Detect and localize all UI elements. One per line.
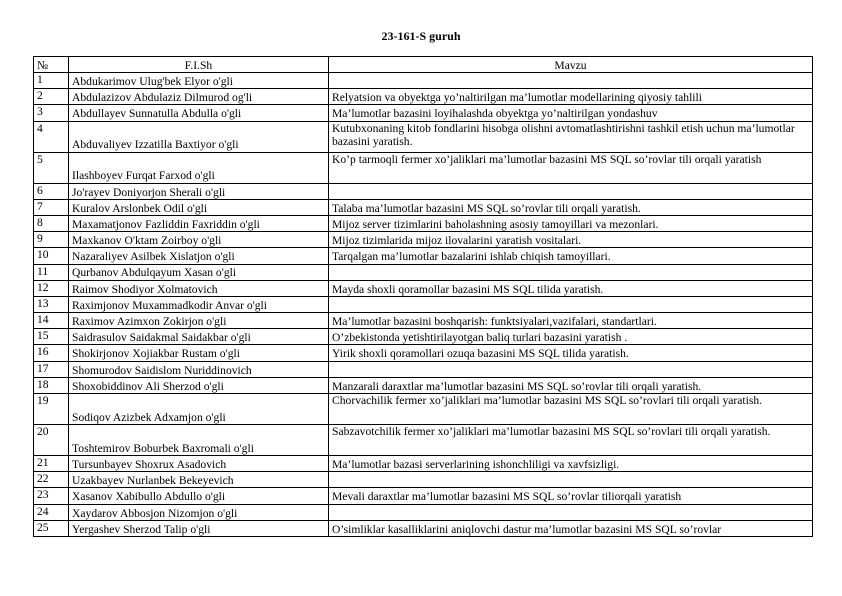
row-number: 16: [34, 345, 69, 361]
row-number: 3: [34, 105, 69, 121]
table-row: [34, 329, 813, 345]
student-name: Raximjonov Muxammadkodir Anvar o'gli: [69, 296, 329, 312]
topic-cell: [329, 296, 813, 312]
student-name: Abdukarimov Ulug'bek Elyor o'gli: [69, 73, 329, 89]
student-name: Yergashev Sherzod Talip o'gli: [69, 520, 329, 536]
row-number: 15: [34, 329, 69, 345]
table-row: [34, 73, 813, 89]
row-number: 19: [34, 394, 69, 425]
student-name: Kuralov Arslonbek Odil o'gli: [69, 199, 329, 215]
row-number: 14: [34, 313, 69, 329]
row-number: 8: [34, 215, 69, 231]
topic-cell: Chorvachilik fermer xo’jaliklari ma’lumotlar bazasini MS SQL so’rovlari tili orqali yaratish.: [329, 394, 813, 425]
topic-cell: O’simliklar kasalliklarini aniqlovchi dastur ma’lumotlar bazasini MS SQL so’rovlar: [329, 520, 813, 536]
table-row: [34, 361, 813, 377]
topic-cell: [329, 361, 813, 377]
row-number: 25: [34, 520, 69, 536]
table-row: [34, 345, 813, 361]
row-number: 24: [34, 504, 69, 520]
table-row: [34, 121, 813, 152]
table-row: [34, 504, 813, 520]
student-name: Xaydarov Abbosjon Nizomjon o'gli: [69, 504, 329, 520]
topic-cell: Ma’lumotlar bazasi serverlarining ishonchliligi va xavfsizligi.: [329, 456, 813, 472]
topic-cell: Ma’lumotlar bazasini boshqarish: funktsiyalari,vazifalari, standartlari.: [329, 313, 813, 329]
table-row: [34, 520, 813, 536]
student-name: Maxkanov O'ktam Zoirboy o'gli: [69, 232, 329, 248]
student-name: Abduvaliyev Izzatilla Baxtiyor o'gli: [69, 121, 329, 152]
table-row: [34, 394, 813, 425]
table-row: [34, 248, 813, 264]
table-row: [34, 425, 813, 456]
topic-cell: Sabzavotchilik fermer xo’jaliklari ma’lumotlar bazasini MS SQL so’rovlari tili orqali yaratish.: [329, 425, 813, 456]
row-number: 1: [34, 73, 69, 89]
table-row: [34, 488, 813, 504]
table-header: [34, 57, 813, 73]
student-name: Saidrasulov Saidakmal Saidakbar o'gli: [69, 329, 329, 345]
student-name: Nazaraliyev Asilbek Xislatjon o'gli: [69, 248, 329, 264]
student-name: Sodiqov Azizbek Adxamjon o'gli: [69, 394, 329, 425]
topic-cell: Mijoz tizimlarida mijoz ilovalarini yaratish vositalari.: [329, 232, 813, 248]
topic-cell: Ko’p tarmoqli fermer xo’jaliklari ma’lumotlar bazasini MS SQL so’rovlar tili orqali yaratish: [329, 152, 813, 183]
table-row: [34, 89, 813, 105]
row-number: 11: [34, 264, 69, 280]
table-row: [34, 199, 813, 215]
row-number: 17: [34, 361, 69, 377]
row-number: 23: [34, 488, 69, 504]
table-row: [34, 152, 813, 183]
table-body: [34, 73, 813, 537]
row-number: 5: [34, 152, 69, 183]
row-number: 18: [34, 377, 69, 393]
topic-cell: Yirik shoxli qoramollari ozuqa bazasini MS SQL tilida yaratish.: [329, 345, 813, 361]
topic-cell: Kutubxonaning kitob fondlarini hisobga olishni avtomatlashtirishni tashkil etish uchun ma’lumotlar bazasini yaratish.: [329, 121, 813, 152]
student-name: Shomurodov Saidislom Nuriddinovich: [69, 361, 329, 377]
student-topics-table: [33, 56, 813, 537]
table-row: [34, 264, 813, 280]
student-name: Xasanov Xabibullo Abdullo o'gli: [69, 488, 329, 504]
table-row: [34, 377, 813, 393]
topic-cell: [329, 504, 813, 520]
row-number: 12: [34, 280, 69, 296]
topic-cell: [329, 183, 813, 199]
table-row: [34, 296, 813, 312]
row-number: 21: [34, 456, 69, 472]
topic-cell: [329, 472, 813, 488]
topic-cell: Talaba ma’lumotlar bazasini MS SQL so’rovlar tili orqali yaratish.: [329, 199, 813, 215]
row-number: 4: [34, 121, 69, 152]
topic-cell: O’zbekistonda yetishtirilayotgan baliq turlari bazasini yaratish .: [329, 329, 813, 345]
page-title: 23-161-S guruh: [381, 29, 461, 43]
student-name: Qurbanov Abdulqayum Xasan o'gli: [69, 264, 329, 280]
student-name: Abdulazizov Abdulaziz Dilmurod og'li: [69, 89, 329, 105]
header-name: F.I.Sh: [69, 57, 329, 73]
topic-cell: Mijoz server tizimlarini baholashning asosiy tamoyillari va mezonlari.: [329, 215, 813, 231]
topic-cell: Relyatsion va obyektga yo’naltirilgan ma’lumotlar modellarining qiyosiy tahlili: [329, 89, 813, 105]
student-name: Toshtemirov Boburbek Baxromali o'gli: [69, 425, 329, 456]
topic-cell: Ma’lumotlar bazasini loyihalashda obyektga yo’naltirilgan yondashuv: [329, 105, 813, 121]
student-name: Tursunbayev Shoxrux Asadovich: [69, 456, 329, 472]
header-number: №: [34, 57, 69, 73]
topic-cell: Tarqalgan ma’lumotlar bazalarini ishlab chiqish tamoyillari.: [329, 248, 813, 264]
row-number: 9: [34, 232, 69, 248]
row-number: 20: [34, 425, 69, 456]
student-name: Ilashboyev Furqat Farxod o'gli: [69, 152, 329, 183]
header-topic: Mavzu: [329, 57, 813, 73]
table-row: [34, 280, 813, 296]
table-row: [34, 313, 813, 329]
table-row: [34, 105, 813, 121]
topic-cell: Mevali daraxtlar ma’lumotlar bazasini MS SQL so’rovlar tiliorqali yaratish: [329, 488, 813, 504]
row-number: 6: [34, 183, 69, 199]
table-row: [34, 215, 813, 231]
table-row: [34, 183, 813, 199]
table-row: [34, 232, 813, 248]
student-name: Raimov Shodiyor Xolmatovich: [69, 280, 329, 296]
row-number: 2: [34, 89, 69, 105]
topic-cell: [329, 264, 813, 280]
student-name: Abdullayev Sunnatulla Abdulla o'gli: [69, 105, 329, 121]
table-row: [34, 456, 813, 472]
student-name: Uzakbayev Nurlanbek Bekeyevich: [69, 472, 329, 488]
table-row: [34, 472, 813, 488]
row-number: 13: [34, 296, 69, 312]
topic-cell: Mayda shoxli qoramollar bazasini MS SQL tilida yaratish.: [329, 280, 813, 296]
row-number: 10: [34, 248, 69, 264]
header-row: [34, 57, 813, 73]
row-number: 22: [34, 472, 69, 488]
student-name: Jo'rayev Doniyorjon Sherali o'gli: [69, 183, 329, 199]
student-name: Shoxobiddinov Ali Sherzod o'gli: [69, 377, 329, 393]
student-name: Shokirjonov Xojiakbar Rustam o'gli: [69, 345, 329, 361]
student-name: Maxamatjonov Fazliddin Faxriddin o'gli: [69, 215, 329, 231]
topic-cell: Manzarali daraxtlar ma’lumotlar bazasini MS SQL so’rovlar tili orqali yaratish.: [329, 377, 813, 393]
student-name: Raximov Azimxon Zokirjon o'gli: [69, 313, 329, 329]
row-number: 7: [34, 199, 69, 215]
topic-cell: [329, 73, 813, 89]
